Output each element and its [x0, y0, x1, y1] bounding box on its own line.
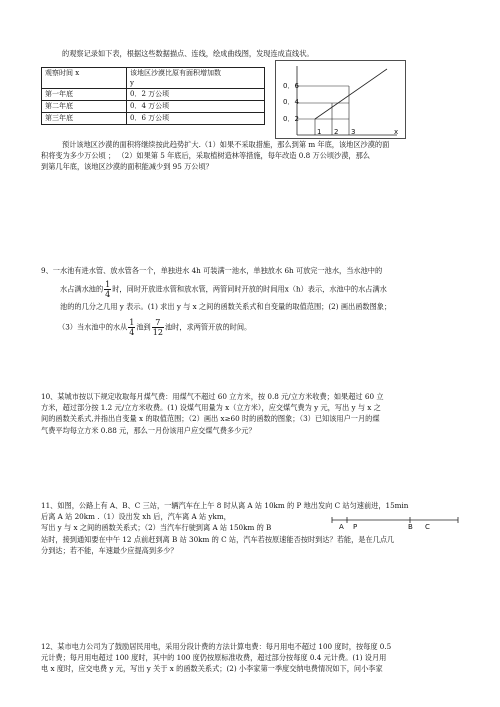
q12-line: 12、某市电力公司为了鼓励居民用电，采用分段计费的方法计算电费：每月用电不超过 100 度时，按每度 0.5	[41, 642, 392, 651]
q8-line: 积将变为多少万公顷 ； （2）如果第 5 年底后，采取植树造林等措施，每年改造 0.8 万公顷沙漠，那么	[41, 151, 370, 161]
y-tick-label: 0．2	[283, 115, 299, 123]
q8-paragraph	[41, 139, 459, 173]
x-tick-label: 1	[317, 128, 322, 136]
observation-table	[41, 67, 265, 125]
road-point-p: P	[353, 523, 358, 531]
table-cell: 0．2 万公顷	[127, 89, 265, 101]
q9-text: 时，同时开放进水管和放水管，两管同时开放的时间用x（h）表示，水池中的水占满水	[112, 284, 387, 294]
q8-line: 到第几年底，该地区沙漠的面积能减少到 95 万公顷？	[41, 162, 213, 172]
q9-line: 9、一水池有进水管、放水管各一个，单独进水 4h 可装满一池水，单独放水 6h 可放完一池水，当水池中的	[41, 266, 383, 275]
road-point-b: B	[408, 523, 413, 531]
table-row	[42, 101, 265, 113]
table-header-sub: y	[130, 79, 134, 87]
q9-text: 池时，求两管开放的时间。	[164, 322, 252, 332]
q12-paragraph	[41, 641, 459, 675]
road-point-c: C	[425, 523, 430, 531]
table-cell: 第二年底	[42, 101, 127, 113]
table-header-cell: 观察时间 x	[42, 68, 127, 89]
x-tick-label: 3	[351, 128, 356, 136]
q10-paragraph	[41, 391, 459, 436]
x-tick-label: 2	[334, 128, 339, 136]
table-cell: 0．4 万公顷	[127, 101, 265, 113]
fraction-one-quarter	[128, 318, 135, 337]
q10-line: 间的函数关系式,并指出自变量 x 的取值范围；（2）画出 x≥60 时的函数的图象；（3）已知该用户一月的煤	[41, 414, 380, 424]
table-row	[42, 113, 265, 125]
road-point-a: A	[339, 523, 344, 531]
table-cell: 0．6 万公顷	[127, 113, 265, 125]
q9-text: 池到	[136, 322, 151, 332]
q12-line: 元计费；每月用电超过 100 度时，其中的 100 度仍按原标准收费，超过部分按每度 0.4 元计费。(1) 设月用	[41, 653, 387, 663]
q11-line: 写出 y 与 x 之间的函数关系式；（2）当汽车行驶到离 A 站 150km 的 B	[41, 523, 272, 533]
fraction-numerator: 1	[105, 280, 111, 289]
q9-line	[58, 318, 251, 337]
q12-line: 电 x 度时，应交电费 y 元，写出 y 关于 x 的函数关系式；(2) 小李家第一季度交纳电费情况如下，问小李家	[41, 664, 383, 674]
table-row	[42, 89, 265, 101]
q9-text: 水占满水池的	[60, 284, 104, 294]
fraction-one-quarter	[104, 280, 111, 299]
y-tick-label: 0．6	[283, 82, 299, 90]
q11-line: 分到达；若不能，车速最少应提高到多少？	[41, 545, 178, 555]
fraction-seven-twelfths	[152, 318, 164, 337]
q10-line: 方米，超过部分按 1.2 元/立方米收费。(1) 设煤气用量为 x（立方米），应交煤气费为 y 元，写出 y 与 x 之	[41, 403, 381, 413]
table-cell: 第一年底	[42, 89, 127, 101]
fraction-numerator: 1	[129, 318, 135, 327]
q11-line: 11、如图，公路上有 A、B、C 三站，一辆汽车在上午 8 时从离 A 站 10km 的 P 地出发向 C 站匀速前进，15min	[41, 501, 409, 510]
table-cell: 第三年底	[42, 113, 127, 125]
q9-text: （3）当水池中的水从	[58, 322, 128, 332]
table-header-cell	[127, 68, 265, 89]
fraction-denominator: 4	[105, 290, 111, 299]
q11-line: 站时，接到通知要在中午 12 点前赶到离 B 站 30km 的 C 站，汽车若按原速能否按时到达？若能，是在几点几	[41, 534, 395, 544]
y-tick-label: 0．4	[283, 98, 299, 106]
q9-line: 池的的几分之几用 y 表示。(1) 求出 y 与 x 之间的函数关系式和自变量的取值范围；(2) 画出函数图象；	[60, 302, 392, 311]
table-header-text: 该地区沙漠比原有面积增加数	[130, 69, 221, 77]
fraction-denominator: 12	[152, 328, 163, 337]
intro-text: 的观察记录如下表，根据这些数据描点、连线，绘成曲线图，发现连成直线状。	[62, 49, 314, 58]
q10-line: 气费平均每立方米 0.88 元，那么一月份该用户应交煤气费多少元？	[41, 425, 256, 435]
q11-line: 后离 A 站 20km .（1）设出发 xh 后，汽车离 A 站 ykm，	[41, 512, 231, 522]
fraction-denominator: 4	[129, 328, 135, 337]
fraction-numerator: 7	[152, 318, 164, 328]
x-axis-label: x	[394, 128, 399, 136]
q9-line	[60, 280, 387, 299]
road-diagram	[330, 516, 460, 532]
trend-line	[315, 69, 387, 119]
q8-line: 预计该地区沙漠的面积将继续按此趋势扩大.（1）如果不采取措施，那么到第 m 年底，该地区沙漠的面	[62, 140, 390, 149]
table-header-row	[42, 68, 265, 89]
q10-line: 10、某城市按以下规定收取每月煤气费：用煤气不超过 60 立方米，按 0.8 元/立方米收费；如果超过 60 立	[41, 392, 384, 401]
